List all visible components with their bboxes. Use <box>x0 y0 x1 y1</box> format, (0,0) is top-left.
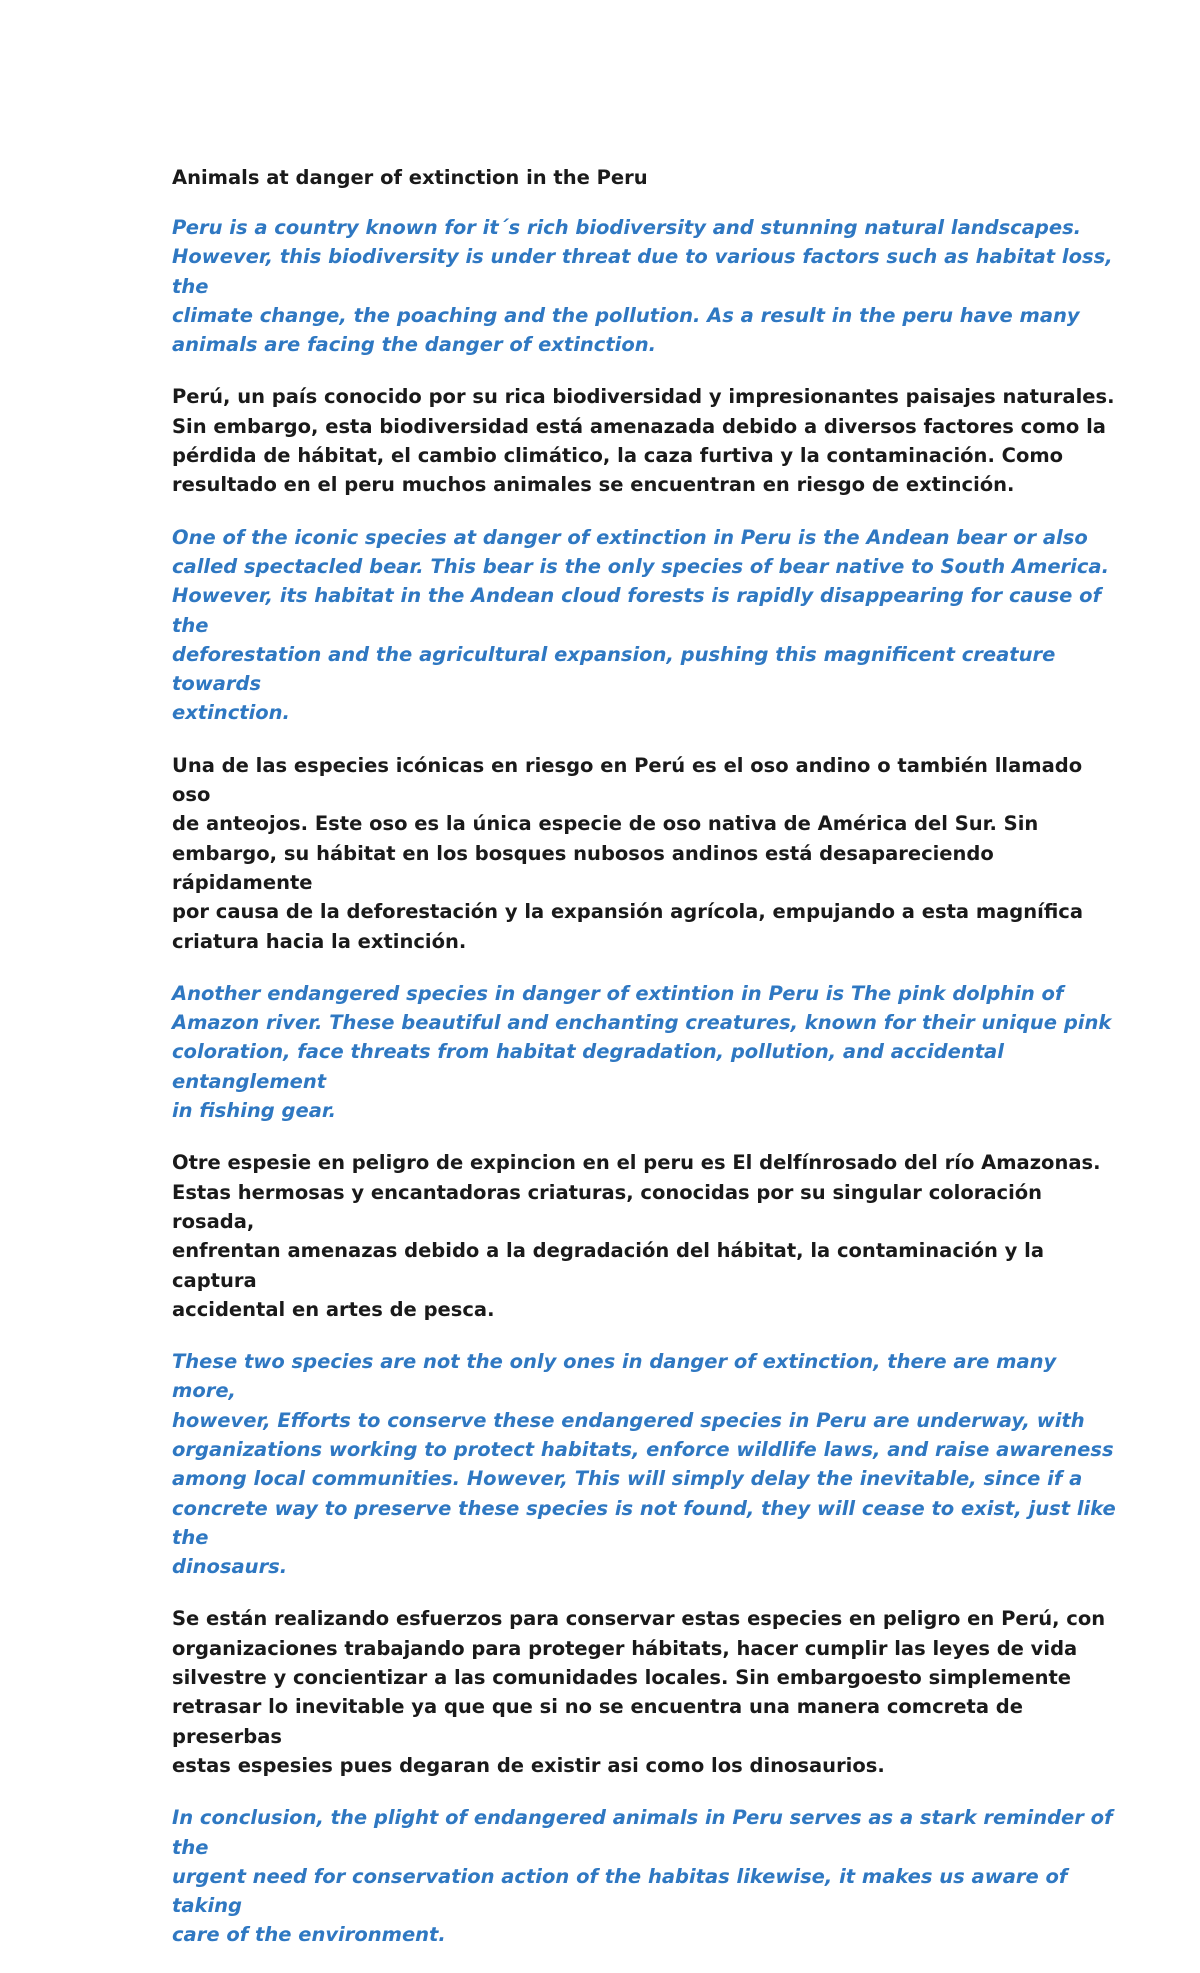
paragraph-english-conclusion: In conclusion, the plight of endangered animals in Peru serves as a stark reminder of the urgent need for conservation action of the habitas likewise, it makes us aware of taking care of the environment. <box>172 1806 1113 1947</box>
paragraph-english-conservation: These two species are not the only ones in danger of extinction, there are many more, however, Efforts to conserve these endangered species in Peru are underway, with organizations working to protect habitats, enforce wildlife laws, and raise awareness among local communities. However, This will simply delay the inevitable, since if a concrete way to preserve these species is not found, they will cease to exist, just like the dinosaurs. <box>172 1350 1116 1579</box>
paragraph-spanish-conservation: Se están realizando esfuerzos para conservar estas especies en peligro en Perú, con organizaciones trabajando para proteger hábitats, hacer cumplir las leyes de vida silvestre y concientizar a las comunidades locales. Sin embargoesto simplemente retrasar lo inevitable ya que que si no se encuentra una manera comcreta de preserbas estas espesies pues degaran de existir asi como los dinosaurios. <box>172 1607 1106 1777</box>
paragraph-spanish-pink-dolphin: Otre espesie en peligro de expincion en el peru es El delfínrosado del río Amazonas. Estas hermosas y encantadoras criaturas, conocidas por su singular coloración rosada, enfrentan amenazas debido a la degradación del hábitat, la contaminación y la captura accidental en artes de pesca. <box>172 1151 1101 1321</box>
paragraph-english-andean-bear: One of the iconic species at danger of extinction in Peru is the Andean bear or also called spectacled bear. This bear is the only species of bear native to South America. However, its habitat in the Andean cloud forests is rapidly disappearing for cause of the deforestation and the agricultural expansion, pushing this magnificent creature towards extinction. <box>172 525 1109 725</box>
document-body <box>172 163 1122 1973</box>
paragraph-english-intro: Peru is a country known for it´s rich biodiversity and stunning natural landscapes. However, this biodiversity is under threat due to various factors such as habitat loss, the climate change, the poaching and the pollution. As a result in the peru have many animals are facing the danger of extinction. <box>172 216 1113 357</box>
paragraph-spanish-andean-bear: Una de las especies icónicas en riesgo en Perú es el oso andino o también llamado oso de anteojos. Este oso es la única especie de oso nativa de América del Sur. Sin embargo, su hábitat en los bosques nubosos andinos está desapareciendo rápidamente por causa de la deforestación y la expansión agrícola, empujando a esta magnífica criatura hacia la extinción. <box>172 753 1084 953</box>
paragraph-english-pink-dolphin: Another endangered species in danger of extintion in Peru is The pink dolphin of Amazon river. These beautiful and enchanting creatures, known for their unique pink coloration, face threats from habitat degradation, pollution, and accidental entanglement in fishing gear. <box>172 981 1112 1123</box>
document-title: Animals at danger of extinction in the Peru <box>172 166 648 189</box>
paragraph-spanish-intro: Perú, un país conocido por su rica biodiversidad y impresionantes paisajes naturales. Sin embargo, esta biodiversidad está amenazada debido a diversos factores como la pérdida de hábitat, el cambio climático, la caza furtiva y la contaminación. Como resultado en el peru muchos animales se encuentran en riesgo de extinción. <box>172 385 1115 497</box>
